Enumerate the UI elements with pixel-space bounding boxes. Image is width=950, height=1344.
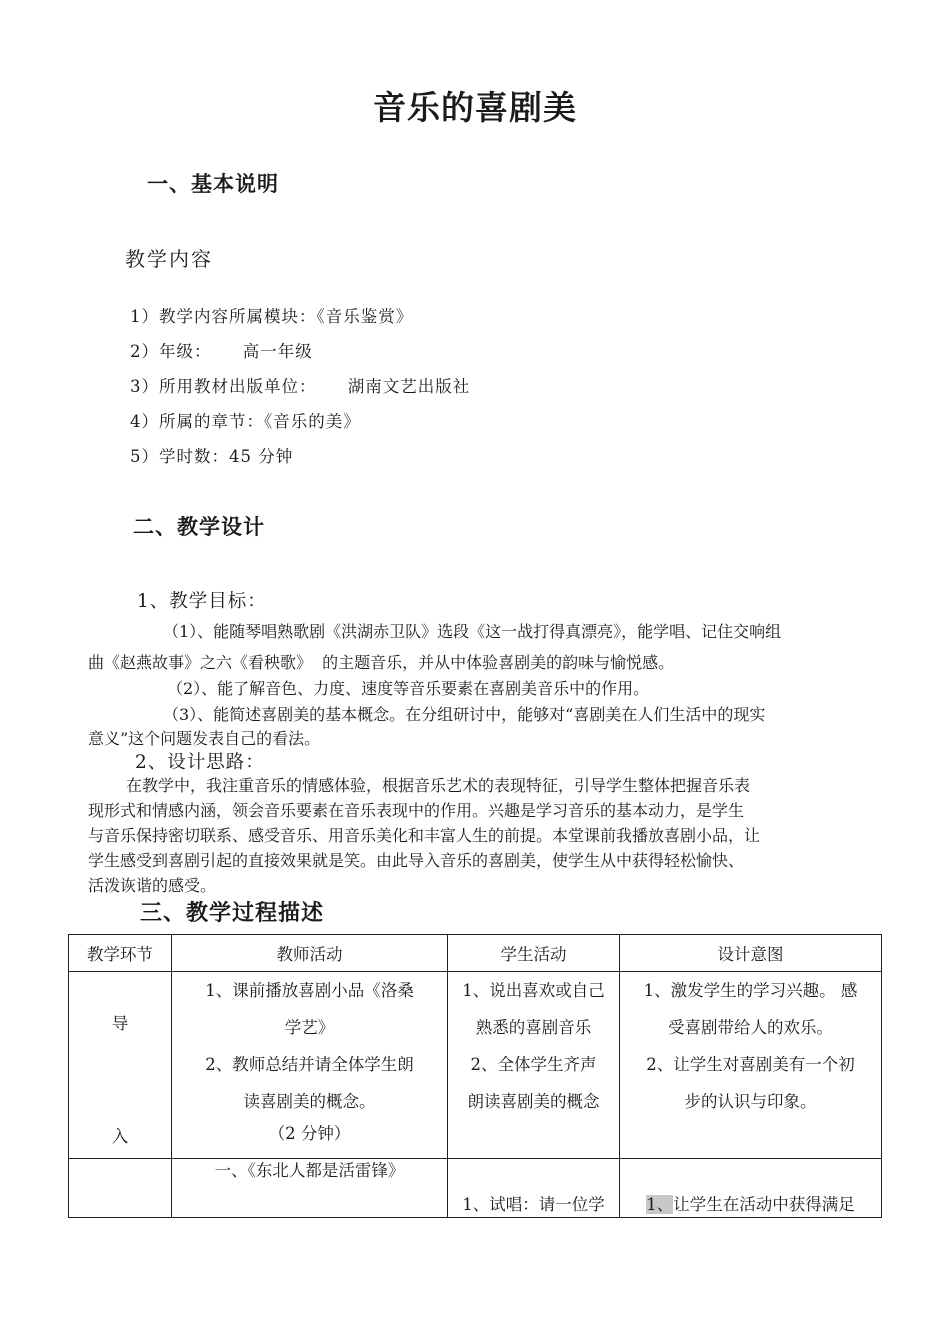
student-cell [448,972,620,1159]
header-cell: 教学环节 [69,935,172,972]
cell-line: 1、试唱：请一位学 [462,1195,605,1214]
teacher-cell [172,972,448,1159]
cell-line: 一、《东北人都是活雷锋》 [214,1161,405,1180]
idea-heading: 2、设计思路： [135,752,265,773]
table-header-row [69,935,882,972]
cell-line: 步的认识与印象。 [684,1092,817,1111]
list-item: 1）教学内容所属模块：《音乐鉴赏》 [130,307,414,326]
intent-cell [620,972,882,1159]
cell-line [620,1159,881,1217]
stage-cell [69,1159,172,1218]
goal-3-line-2: 意义”这个问题发表自己的看法。 [88,729,321,748]
stage-char-top: 导 [111,1014,129,1033]
goal-1-line-2: 曲《赵燕故事》之六《看秧歌》 的主题音乐，并从中体验喜剧美的韵味与愉悦感。 [88,653,675,672]
cell-line: 2、教师总结并请全体学生朗 [205,1055,414,1074]
header-cell: 教师活动 [172,935,448,972]
list-item: 3）所用教材出版单位： 湖南文艺出版社 [130,377,471,396]
section-heading-design: 二、教学设计 [133,515,265,539]
student-cell [448,1159,620,1218]
list-item: 2）年级： 高一年级 [130,342,313,361]
process-table [68,934,882,1218]
idea-line: 学生感受到喜剧引起的直接效果就是笑。由此导入音乐的喜剧美，使学生从中获得轻松愉快、 [88,851,745,870]
cell-line: 2、全体学生齐声 [470,1055,597,1074]
teacher-cell [172,1159,448,1218]
goal-2: （2）、能了解音色、力度、速度等音乐要素在喜剧美音乐中的作用。 [167,679,650,698]
cell-line: 朗读喜剧美的概念 [467,1092,600,1111]
idea-line: 与音乐保持密切联系、感受音乐、用音乐美化和丰富人生的前提。本堂课前我播放喜剧小品，让 [88,826,761,845]
cell-line: 1、课前播放喜剧小品《洛桑 [205,981,414,1000]
cell-line: 熟悉的喜剧音乐 [475,1018,592,1037]
list-item: 4）所属的章节：《音乐的美》 [130,412,361,431]
subheading-content: 教学内容 [125,247,213,271]
cell-line: 1、激发学生的学习兴趣。 感 [643,981,858,1000]
cell-line: 1、说出喜欢或自己 [462,981,605,1000]
stage-cell [69,972,172,1159]
idea-line: 在教学中，我注重音乐的情感体验，根据音乐艺术的表现特征，引导学生整体把握音乐表 [126,776,751,795]
list-item: 5）学时数：45 分钟 [130,447,294,466]
idea-line: 活泼诙谐的感受。 [88,876,217,895]
cell-line: 受喜剧带给人的欢乐。 [668,1018,833,1037]
idea-line: 现形式和情感内涵，领会音乐要素在音乐表现中的作用。兴趣是学习音乐的基本动力，是学生 [88,801,745,820]
goal-3-line-1: （3）、能简述喜剧美的基本概念。在分组研讨中，能够对“喜剧美在人们生活中的现实 [163,705,766,724]
cell-line: 读喜剧美的概念。 [243,1092,376,1111]
stage-char-bottom: 入 [111,1127,129,1146]
highlight-mark: 1、 [646,1195,674,1214]
section-heading-basic: 一、基本说明 [147,172,279,196]
header-cell: 学生活动 [448,935,620,972]
goal-1-line-1: （1）、能随琴唱熟歌剧《洪湖赤卫队》选段《这一战打得真漂亮》，能学唱、记住交响组 [163,622,782,641]
cell-line: （2 分钟） [268,1124,351,1143]
cell-line: 2、让学生对喜剧美有一个初 [646,1055,855,1074]
page-title: 音乐的喜剧美 [373,88,577,127]
table-row [69,972,882,1159]
section-heading-process: 三、教学过程描述 [140,901,325,926]
intent-cell [620,1159,882,1218]
cell-text: 让学生在活动中获得满足 [673,1195,855,1214]
cell-line: 学艺》 [284,1018,335,1037]
table-row [69,1159,882,1218]
header-cell: 设计意图 [620,935,882,972]
goals-heading: 1、教学目标： [137,591,267,612]
